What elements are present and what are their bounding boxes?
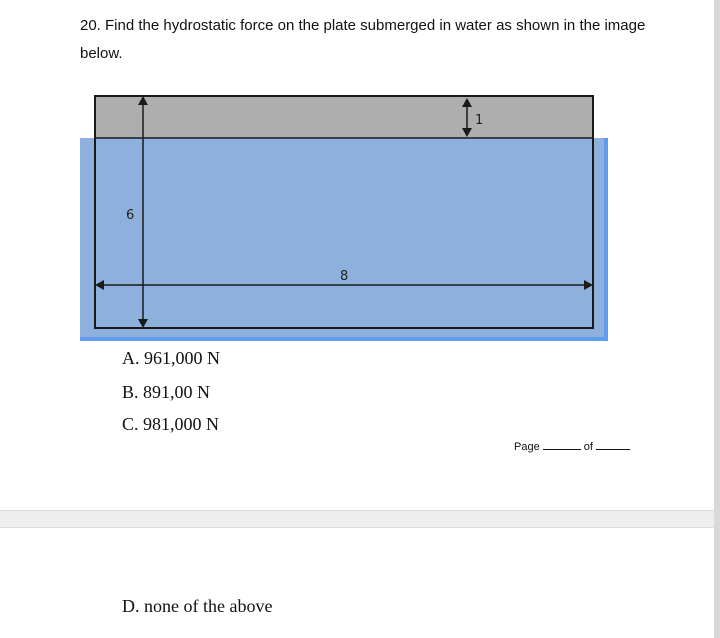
of-blank xyxy=(596,448,630,450)
document-page-2 xyxy=(0,528,714,638)
water-region xyxy=(80,138,608,341)
depth-label: 1 xyxy=(475,113,484,128)
page-separator xyxy=(0,510,714,528)
choice-a[interactable]: A. 961,000 N xyxy=(122,348,220,368)
of-label: of xyxy=(583,441,593,453)
choice-c[interactable]: C. 981,000 N xyxy=(122,414,220,434)
choice-b[interactable]: B. 891,00 N xyxy=(122,382,211,402)
page-label: Page xyxy=(514,441,540,453)
page-number-footer xyxy=(514,441,633,453)
question-text: 20. Find the hydrostatic force on the plate submerged in water as shown in the image below. xyxy=(80,17,646,62)
plate-width-label: 8 xyxy=(340,269,349,284)
air-region xyxy=(95,96,593,138)
choice-d[interactable]: D. none of the above xyxy=(122,596,273,616)
plate-height-label: 6 xyxy=(126,208,135,223)
page-blank xyxy=(543,448,581,450)
